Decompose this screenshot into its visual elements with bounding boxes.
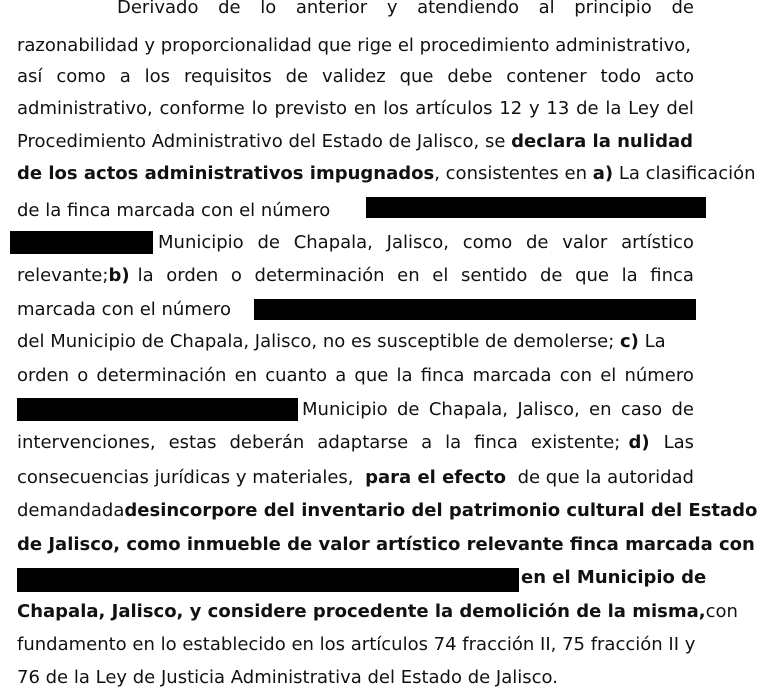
word: atendiendo <box>417 0 519 18</box>
word: como <box>462 232 513 253</box>
word: Jalisco, <box>386 232 450 253</box>
word: del <box>666 98 694 119</box>
text-line-8 <box>158 231 694 255</box>
text-line-9 <box>17 264 694 288</box>
word: los <box>144 66 171 87</box>
text-span: consecuencias jurídicas y materiales, <box>17 467 354 488</box>
text-span: demandada <box>17 500 125 521</box>
word: la <box>137 265 154 286</box>
word: así <box>17 66 43 87</box>
word: estas <box>168 432 217 453</box>
text-span: , consistentes en <box>434 163 587 184</box>
word: intervenciones, <box>17 432 156 453</box>
word: Derivado <box>117 0 199 18</box>
word: determinación <box>96 365 227 386</box>
word: caso <box>620 399 663 420</box>
word: con <box>559 365 593 386</box>
word: y <box>528 98 540 119</box>
word: o <box>230 265 242 286</box>
text-span: marcada con el número <box>17 299 231 320</box>
text-span: con <box>705 601 738 622</box>
text-span: La <box>644 331 666 352</box>
bold-span: Chapala, Jalisco, y considere procedente la demolición de la misma, <box>17 601 706 622</box>
text-line-2 <box>17 34 694 58</box>
word: todo <box>600 66 642 87</box>
redaction-block <box>17 398 298 421</box>
text-line-21 <box>17 666 694 690</box>
inline-words <box>17 431 620 455</box>
word: o <box>77 365 89 386</box>
word: de <box>257 232 280 253</box>
word: adaptarse <box>317 432 409 453</box>
word: requisitos <box>183 66 272 87</box>
word: orden <box>17 365 70 386</box>
text-span: razonabilidad y proporcionalidad que rige el procedimiento administrativo, <box>17 35 691 56</box>
bold-span: desincorpore del inventario del patrimonio cultural del Estado <box>124 500 757 521</box>
word: Chapala, <box>428 399 509 420</box>
bold-span: en el Municipio de <box>521 567 707 588</box>
word: a <box>119 66 131 87</box>
word: validez <box>322 66 386 87</box>
word: principio <box>574 0 652 18</box>
text-line-19 <box>17 600 738 624</box>
word: 13 <box>546 98 570 119</box>
bold-span: a) <box>592 163 614 184</box>
text-span: La clasificación <box>618 163 756 184</box>
bold-span: declara la nulidad <box>511 131 693 152</box>
word: finca <box>650 265 694 286</box>
word: determinación <box>254 265 385 286</box>
text-line-16 <box>17 499 757 523</box>
word: de <box>539 265 563 286</box>
redaction-block <box>366 197 706 218</box>
text-span: fundamento en lo establecido en los artículos 74 fracción II, 75 fracción II y <box>17 634 696 655</box>
word: en <box>397 265 420 286</box>
word: cuanto <box>265 365 328 386</box>
text-line-20 <box>17 633 694 657</box>
inline-words <box>138 264 694 288</box>
text-line-18 <box>521 566 707 590</box>
bold-span: para el efecto <box>365 467 506 488</box>
word: de <box>218 0 241 18</box>
word: como <box>56 66 106 87</box>
bold-span: c) <box>620 331 639 352</box>
text-span: del Municipio de Chapala, Jalisco, no es susceptible de demolerse; <box>17 331 615 352</box>
word: el <box>432 265 449 286</box>
word: la <box>445 432 462 453</box>
word: de <box>397 399 420 420</box>
word: de <box>671 399 694 420</box>
word: la <box>396 365 413 386</box>
text-line-13 <box>302 398 694 422</box>
word: anterior <box>295 0 368 18</box>
word: número <box>624 365 694 386</box>
word: en <box>589 399 612 420</box>
text-span: de que la autoridad <box>517 467 694 488</box>
word: a <box>421 432 433 453</box>
word: Municipio <box>158 232 244 253</box>
text-line-4 <box>17 97 694 121</box>
word: 12 <box>499 98 523 119</box>
word: Ley <box>628 98 660 119</box>
word: contener <box>506 66 587 87</box>
word: conforme <box>159 98 245 119</box>
text-line-1 <box>117 0 694 20</box>
bold-span: b) <box>108 265 130 286</box>
word: que <box>354 365 389 386</box>
word: artículos <box>415 98 493 119</box>
text-span: 76 de la Ley de Justicia Administrativa del Estado de Jalisco. <box>17 667 558 688</box>
word: los <box>383 98 409 119</box>
word: en <box>234 365 258 386</box>
word: al <box>538 0 555 18</box>
text-line-3 <box>17 65 694 89</box>
word: finca <box>474 432 518 453</box>
word: existente; <box>530 432 621 453</box>
word: orden <box>166 265 219 286</box>
text-line-15 <box>17 466 694 490</box>
word: y <box>386 0 398 18</box>
word: lo <box>260 0 277 18</box>
word: la <box>621 265 638 286</box>
word: a <box>335 365 347 386</box>
word: Jalisco, <box>517 399 580 420</box>
redaction-block <box>10 231 153 254</box>
bold-span: de los actos administrativos impugnados <box>17 163 435 184</box>
word: que <box>399 66 434 87</box>
word: de <box>285 66 309 87</box>
word: de <box>576 98 599 119</box>
text-line-17 <box>17 533 755 557</box>
word: administrativo, <box>17 98 153 119</box>
word: Municipio <box>302 399 388 420</box>
word: previsto <box>274 98 348 119</box>
word: acto <box>654 66 694 87</box>
word: la <box>605 98 622 119</box>
text-span: relevante; <box>17 265 109 286</box>
bold-span: d) <box>628 432 650 453</box>
text-line-11 <box>17 330 694 354</box>
word: deberán <box>229 432 305 453</box>
word: finca <box>420 365 465 386</box>
word: valor <box>562 232 608 253</box>
word: de <box>525 232 549 253</box>
text-line-5 <box>17 130 694 154</box>
word: el <box>600 365 617 386</box>
text-line-12 <box>17 364 694 388</box>
word: artístico <box>621 232 694 253</box>
word: Chapala, <box>293 232 373 253</box>
text-span: de la finca marcada con el número <box>17 200 331 221</box>
text-span: Procedimiento Administrativo del Estado de Jalisco, se <box>17 131 506 152</box>
word: lo <box>251 98 268 119</box>
word: de <box>671 0 694 18</box>
bold-span: de Jalisco, como inmueble de valor artístico relevante finca marcada con <box>17 534 755 555</box>
word: marcada <box>472 365 552 386</box>
word: debe <box>447 66 493 87</box>
word: que <box>575 265 609 286</box>
word: en <box>353 98 377 119</box>
redaction-block <box>17 568 519 592</box>
text-line-14 <box>17 431 694 455</box>
word: sentido <box>460 265 528 286</box>
text-line-6 <box>17 162 756 186</box>
redaction-block <box>254 299 696 320</box>
text-span: Las <box>663 432 694 453</box>
